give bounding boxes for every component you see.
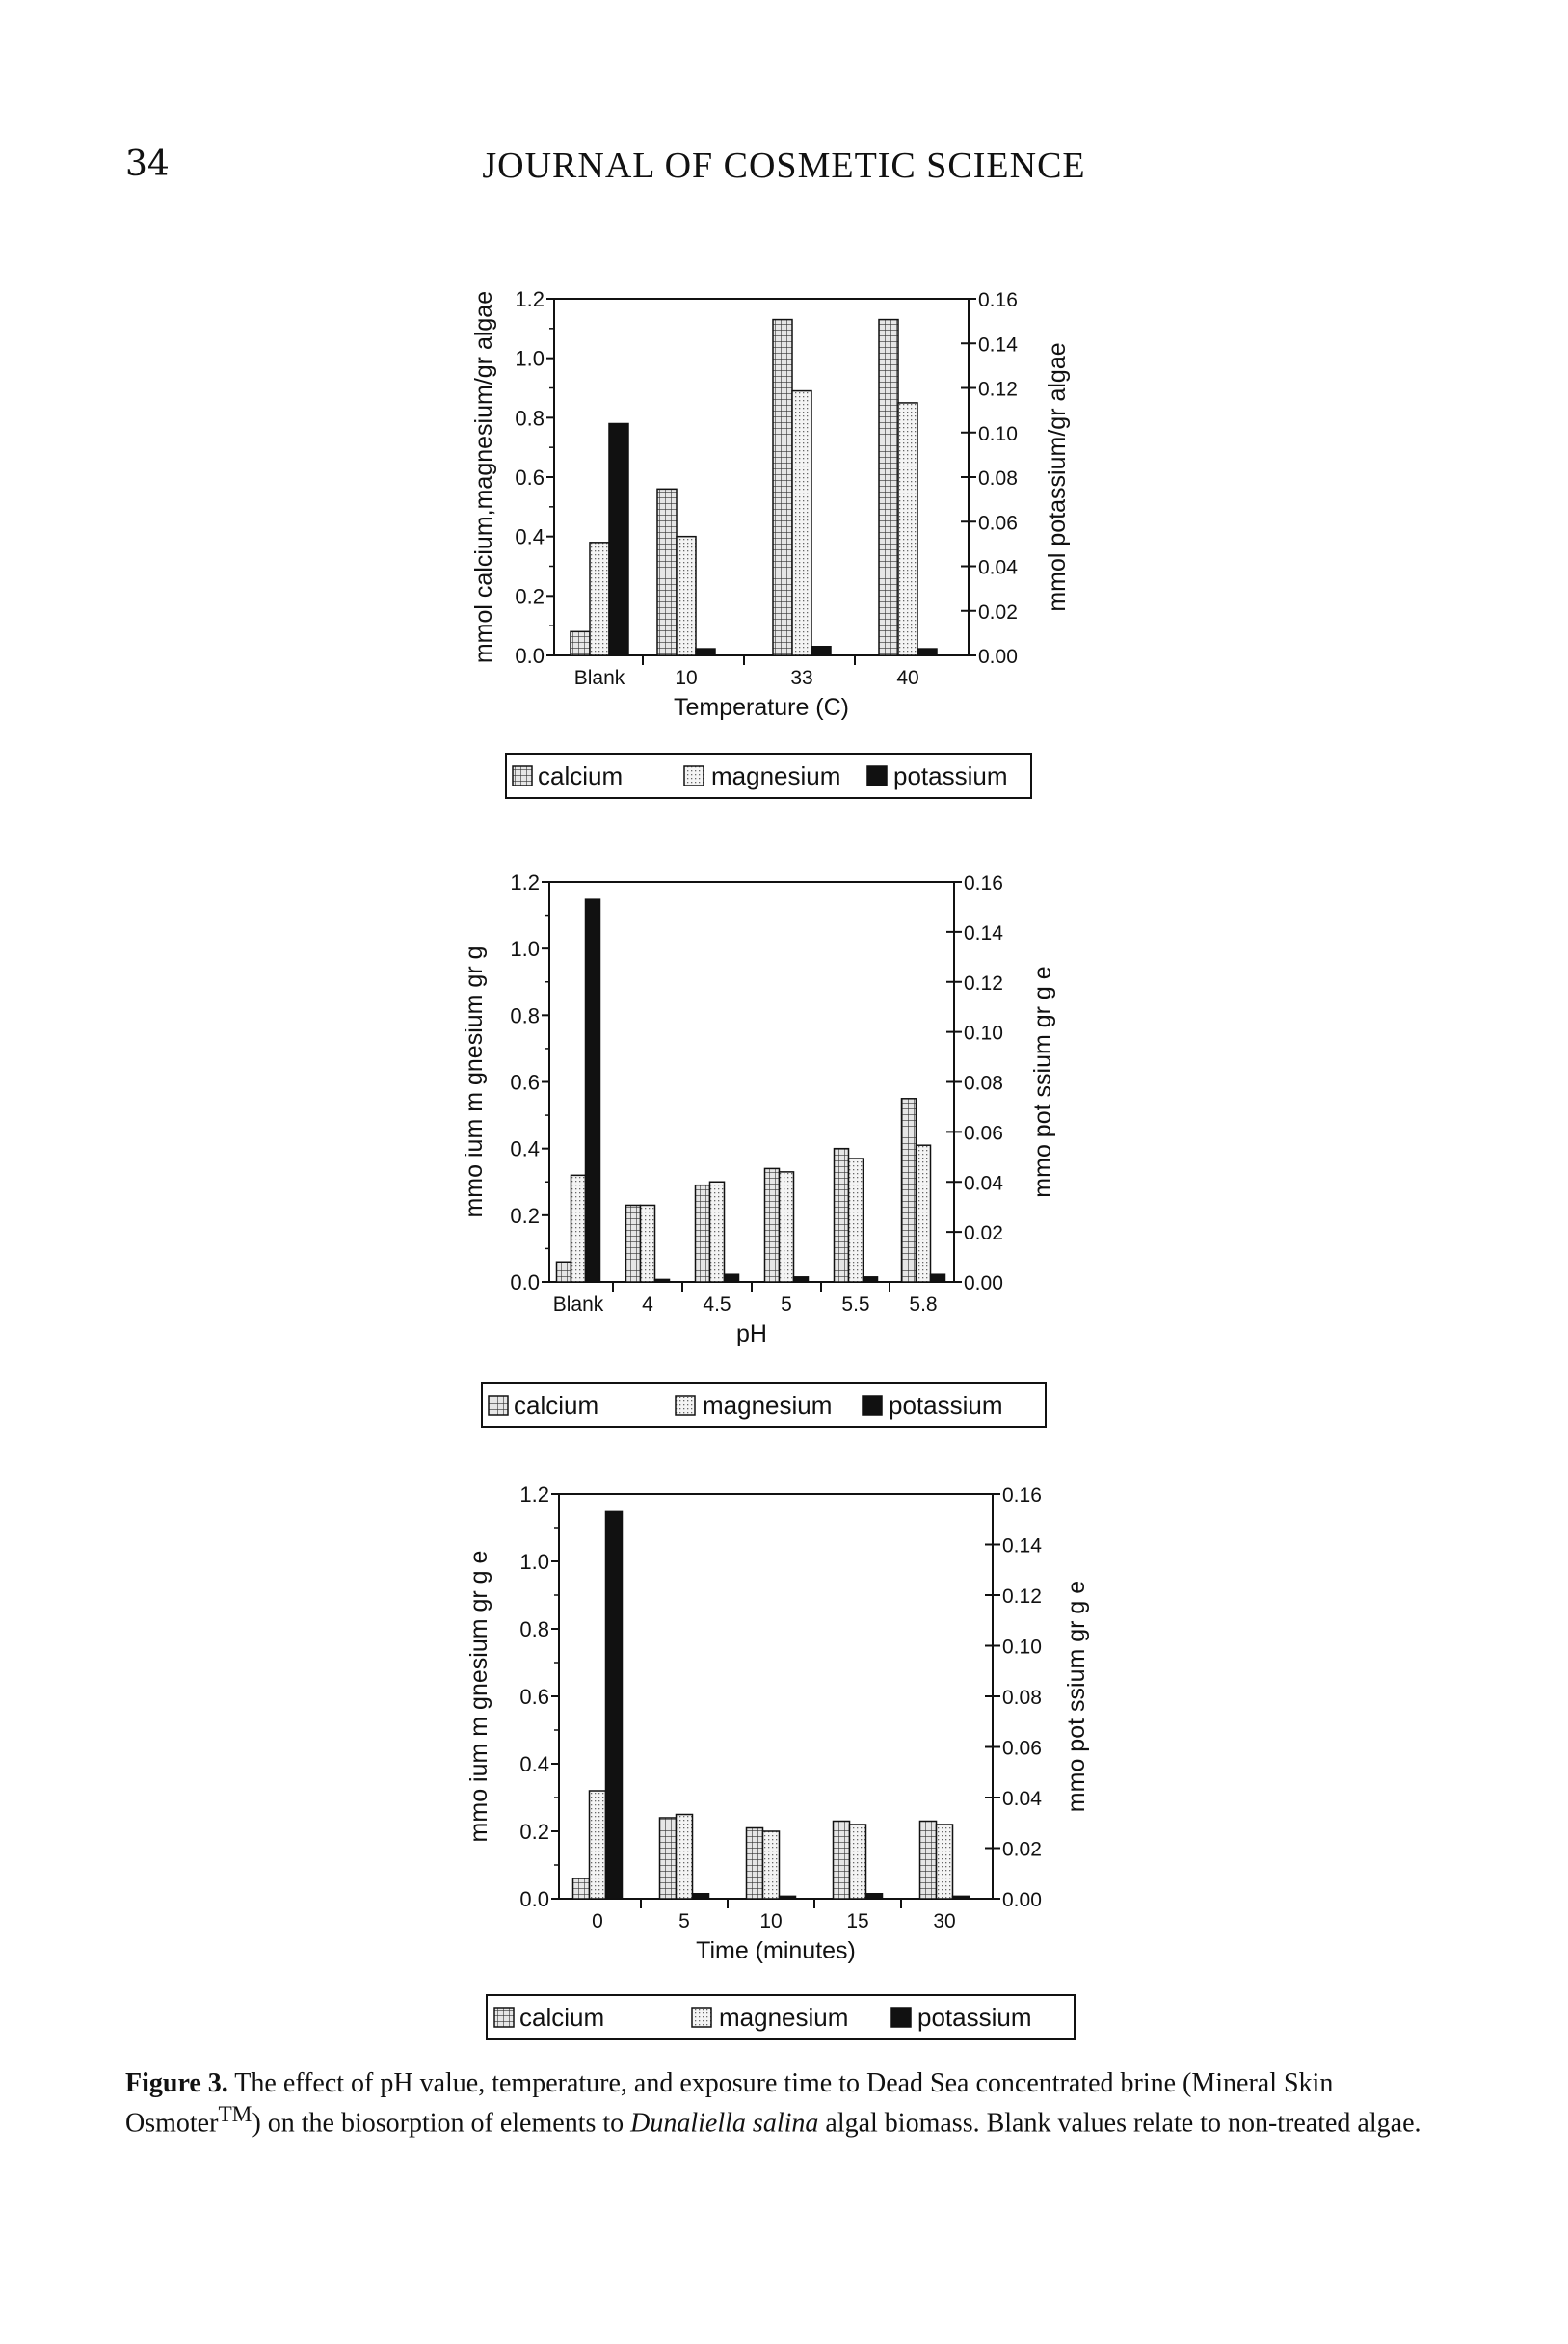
legend-swatch-calcium: [494, 2008, 514, 2027]
y2-tick-label: 0.04: [1002, 1788, 1042, 1810]
y-tick-label: 0.2: [515, 584, 545, 609]
y2-tick-label: 0.12: [978, 378, 1018, 401]
legend-label-magnesium: magnesium: [711, 761, 841, 790]
legend-swatch-magnesium: [684, 766, 704, 786]
bar-calcium: [834, 1822, 850, 1900]
plot-frame: [549, 882, 954, 1282]
bar-magnesium: [590, 543, 609, 655]
legend-swatch-potassium: [863, 1396, 882, 1415]
y2-tick-label: 0.10: [964, 1022, 1003, 1045]
x-tick-label: 10: [675, 667, 698, 689]
y2-tick-label: 0.12: [1002, 1585, 1042, 1608]
x-tick-label: 5.5: [841, 1293, 870, 1316]
bar-potassium: [931, 1274, 945, 1282]
legend-swatch-potassium: [867, 766, 887, 786]
legend-swatch-magnesium: [692, 2008, 711, 2027]
bar-calcium: [747, 1828, 763, 1900]
y2-tick-label: 0.16: [1002, 1484, 1042, 1506]
y-tick-label: 0.6: [519, 1685, 549, 1709]
bar-potassium: [864, 1277, 878, 1282]
legend-label-potassium: potassium: [889, 1391, 1003, 1420]
caption-text-2: ) on the biosorption of elements to: [252, 2108, 631, 2139]
legend-swatch-calcium: [513, 766, 532, 786]
bar-potassium: [866, 1894, 883, 1899]
bar-calcium: [765, 1168, 780, 1282]
bar-potassium: [725, 1274, 739, 1282]
x-axis-title: pH: [736, 1320, 767, 1347]
y-tick-label: 1.2: [510, 870, 540, 894]
x-tick-label: 4: [642, 1293, 653, 1316]
bar-potassium: [655, 1279, 670, 1282]
y2-tick-label: 0.14: [1002, 1534, 1042, 1558]
legend-swatch-potassium: [891, 2008, 911, 2027]
x-tick-label: 15: [846, 1910, 869, 1932]
x-tick-label: 40: [896, 667, 919, 689]
figure-label: Figure 3.: [125, 2068, 228, 2098]
legend-label-calcium: calcium: [538, 761, 624, 790]
bar-calcium: [660, 1818, 677, 1899]
bar-calcium: [573, 1878, 590, 1899]
y2-tick-label: 0.16: [978, 289, 1018, 311]
bar-potassium: [606, 1511, 623, 1899]
y2-tick-label: 0.10: [978, 422, 1018, 445]
bar-potassium: [811, 647, 831, 655]
bar-magnesium: [590, 1791, 606, 1899]
y2-tick-label: 0.08: [964, 1072, 1003, 1095]
y2-tick-label: 0.12: [964, 972, 1003, 995]
bar-calcium: [571, 631, 590, 655]
y-tick-label: 1.0: [515, 346, 545, 371]
y2-tick-label: 0.16: [964, 872, 1003, 894]
page-header: [0, 145, 1568, 193]
y2-tick-label: 0.02: [964, 1222, 1003, 1245]
legend-label-calcium: calcium: [514, 1391, 599, 1420]
y-tick-label: 0.2: [510, 1203, 540, 1228]
bar-potassium: [917, 649, 937, 655]
y-tick-label: 0.0: [519, 1887, 549, 1911]
bar-magnesium: [641, 1205, 655, 1282]
y-tick-label: 1.0: [519, 1550, 549, 1574]
y-tick-label: 0.8: [515, 406, 545, 431]
legend-label-magnesium: magnesium: [719, 2003, 849, 2032]
y-tick-label: 0.8: [519, 1617, 549, 1641]
y-tick-label: 1.2: [515, 287, 545, 311]
x-tick-label: 4.5: [703, 1293, 731, 1316]
bar-calcium: [626, 1205, 641, 1282]
y-tick-label: 0.4: [510, 1136, 540, 1161]
y2-tick-label: 0.06: [964, 1122, 1003, 1145]
y2-tick-label: 0.08: [1002, 1687, 1042, 1709]
y2-tick-label: 0.00: [978, 646, 1018, 668]
bar-calcium: [657, 489, 677, 655]
y-tick-label: 0.0: [510, 1270, 540, 1294]
x-tick-label: Blank: [552, 1293, 604, 1316]
y2-tick-label: 0.10: [1002, 1636, 1042, 1659]
bar-magnesium: [917, 1145, 931, 1282]
bar-calcium: [902, 1099, 917, 1282]
bar-potassium: [794, 1277, 809, 1282]
bar-potassium: [586, 899, 600, 1282]
y2-tick-label: 0.14: [978, 333, 1018, 357]
x-tick-label: Blank: [573, 667, 625, 689]
chart-time: [0, 1460, 1568, 2067]
y2-axis-title: mmo pot ssium gr g e: [1029, 966, 1056, 1198]
bar-magnesium: [677, 537, 696, 655]
bar-calcium: [696, 1185, 710, 1282]
bar-calcium: [835, 1149, 849, 1282]
y-tick-label: 0.6: [515, 466, 545, 490]
legend-label-potassium: potassium: [893, 761, 1008, 790]
page-number: 34: [125, 145, 170, 184]
legend-label-magnesium: magnesium: [703, 1391, 833, 1420]
y-axis-title: mmo ium m gnesium gr g: [461, 946, 488, 1218]
x-tick-label: 5.8: [909, 1293, 938, 1316]
bar-magnesium: [849, 1159, 864, 1282]
bar-potassium: [953, 1896, 970, 1899]
bar-magnesium: [710, 1182, 725, 1282]
x-axis-title: Time (minutes): [696, 1937, 856, 1964]
species-name: Dunaliella salina: [630, 2108, 819, 2139]
bar-potassium: [780, 1896, 796, 1899]
figure-caption: [125, 2067, 1446, 2139]
legend-label-calcium: calcium: [519, 2003, 605, 2032]
y2-tick-label: 0.08: [978, 467, 1018, 490]
bar-calcium: [879, 320, 898, 655]
y2-axis-title: mmol potassium/gr algae: [1044, 342, 1071, 612]
y2-tick-label: 0.06: [978, 512, 1018, 535]
y2-tick-label: 0.00: [964, 1272, 1003, 1294]
chart-ph: [0, 848, 1568, 1455]
bar-calcium: [920, 1822, 937, 1900]
y-tick-label: 0.2: [519, 1820, 549, 1844]
bar-magnesium: [792, 391, 811, 655]
y-axis-title: mmo ium m gnesium gr g e: [465, 1550, 492, 1843]
trademark-mark: TM: [218, 2102, 252, 2127]
legend-label-potassium: potassium: [917, 2003, 1032, 2032]
bar-magnesium: [677, 1815, 693, 1900]
bar-magnesium: [571, 1175, 586, 1282]
y-tick-label: 0.4: [515, 524, 545, 549]
y2-tick-label: 0.04: [964, 1172, 1003, 1195]
x-tick-label: 0: [592, 1910, 603, 1932]
x-tick-label: 30: [933, 1910, 956, 1932]
y-tick-label: 1.2: [519, 1482, 549, 1506]
x-axis-title: Temperature (C): [674, 694, 849, 721]
y-tick-label: 1.0: [510, 937, 540, 962]
bar-magnesium: [763, 1831, 780, 1899]
journal-title: JOURNAL OF COSMETIC SCIENCE: [482, 146, 1086, 186]
caption-text-3: algal biomass. Blank values relate to non-treated algae.: [818, 2108, 1422, 2139]
legend-swatch-magnesium: [676, 1396, 695, 1415]
bar-calcium: [773, 320, 792, 655]
y2-tick-label: 0.04: [978, 556, 1018, 579]
x-tick-label: 10: [759, 1910, 783, 1932]
y2-tick-label: 0.02: [1002, 1838, 1042, 1861]
x-tick-label: 5: [678, 1910, 690, 1932]
caption-text-1: The effect of pH value, temperature, and exposure time to Dead Sea concentrated brine (Mineral Skin Osmoter: [125, 2068, 1334, 2139]
bar-magnesium: [937, 1825, 953, 1899]
y2-tick-label: 0.14: [964, 921, 1003, 945]
y2-tick-label: 0.02: [978, 600, 1018, 624]
y2-tick-label: 0.00: [1002, 1889, 1042, 1911]
bar-potassium: [693, 1894, 709, 1899]
y-tick-label: 0.4: [519, 1752, 549, 1776]
y-tick-label: 0.8: [510, 1003, 540, 1028]
y2-tick-label: 0.06: [1002, 1737, 1042, 1760]
bar-potassium: [696, 649, 715, 655]
bar-magnesium: [898, 403, 917, 655]
bar-magnesium: [850, 1825, 866, 1899]
legend-swatch-calcium: [489, 1396, 508, 1415]
x-tick-label: 33: [790, 667, 813, 689]
y2-axis-title: mmo pot ssium gr g e: [1063, 1580, 1090, 1813]
y-tick-label: 0.6: [510, 1070, 540, 1095]
y-axis-title: mmol calcium,magnesium/gr algae: [470, 290, 497, 664]
bar-magnesium: [780, 1172, 794, 1282]
bar-potassium: [609, 424, 628, 656]
y-tick-label: 0.0: [515, 644, 545, 668]
bar-calcium: [557, 1262, 571, 1282]
x-tick-label: 5: [781, 1293, 792, 1316]
